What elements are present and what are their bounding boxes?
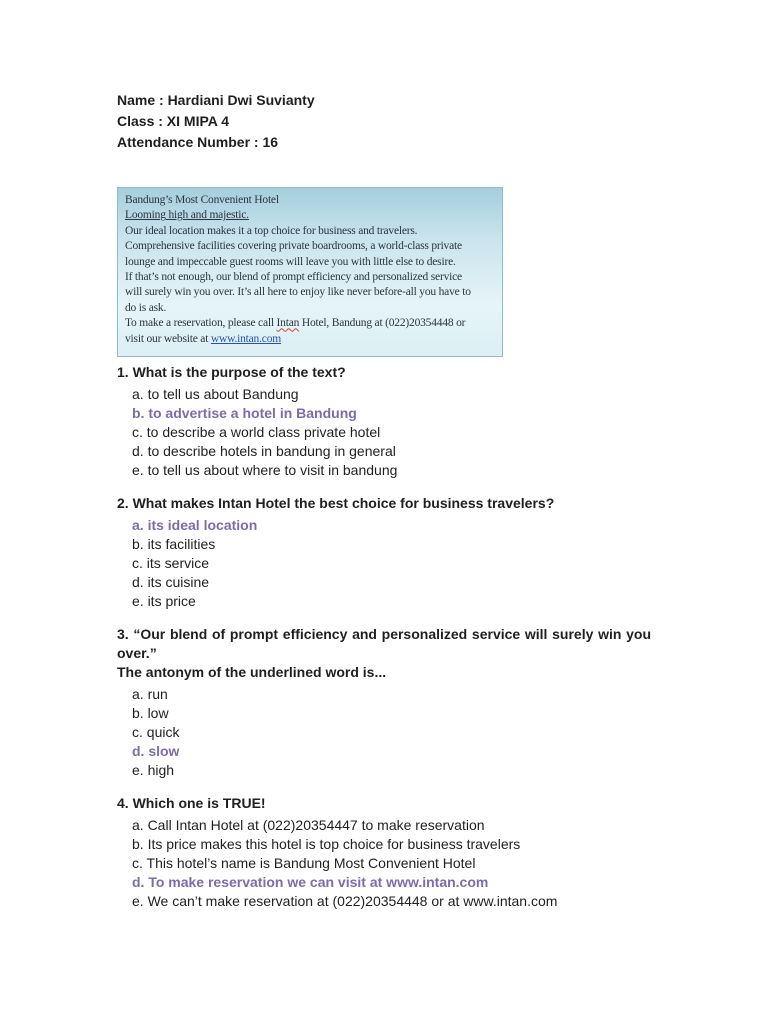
question-1-option-b-answer: b. to advertise a hotel in Bandung: [132, 405, 357, 422]
question-4: [117, 794, 651, 911]
ad-website-line: [125, 332, 495, 347]
question-3-option-a: a. run: [132, 686, 168, 703]
ad-tagline: Looming high and majestic.: [125, 209, 249, 222]
question-3-option-e: e. high: [132, 762, 175, 779]
question-2-option-a-answer: a. its ideal location: [132, 517, 258, 534]
question-3-option-d-answer: d. slow: [132, 743, 180, 760]
question-3-stem-note: The antonym of the underlined word is...: [117, 664, 387, 681]
question-2: [117, 494, 651, 611]
website-link[interactable]: www.intan.com: [210, 332, 281, 345]
ad-body-line: do is ask.: [125, 301, 167, 314]
question-list: [117, 363, 651, 911]
question-1-option-e: e. to tell us about where to visit in bandung: [132, 462, 398, 479]
ad-body-line: Our ideal location makes it a top choice for business and travelers.: [125, 224, 418, 237]
ad-body-line: Comprehensive facilities covering private boardrooms, a world-class private: [125, 240, 462, 253]
ad-body-line: lounge and impeccable guest rooms will leave you with little else to desire.: [125, 255, 456, 268]
student-header: [117, 90, 651, 153]
question-4-option-c: c. This hotel’s name is Bandung Most Convenient Hotel: [132, 855, 476, 872]
document-content: [117, 90, 651, 911]
hotel-advertisement-box: [117, 187, 503, 357]
ad-body-line: If that’s not enough, our blend of prompt efficiency and personalized service: [125, 271, 462, 284]
question-1-stem: 1. What is the purpose of the text?: [117, 364, 346, 381]
question-2-option-c: c. its service: [132, 555, 210, 572]
question-2-option-e: e. its price: [132, 593, 196, 610]
ad-title: Bandung’s Most Convenient Hotel: [125, 194, 279, 206]
question-2-option-b: b. its facilities: [132, 536, 216, 553]
ad-reservation-text: To make a reservation, please call: [125, 317, 277, 330]
ad-reservation-line: [125, 316, 495, 331]
ad-website-text: visit our website at: [125, 332, 211, 345]
question-1-option-c: c. to describe a world class private hotel: [132, 424, 381, 441]
question-4-option-e: e. We can’t make reservation at (022)20354448 or at www.intan.com: [132, 893, 558, 910]
question-1: [117, 363, 651, 480]
question-4-option-a: a. Call Intan Hotel at (022)20354447 to make reservation: [132, 817, 485, 834]
ad-reservation-text: Hotel, Bandung at (022)20354448 or: [299, 317, 466, 330]
student-class: Class : XI MIPA 4: [117, 113, 230, 129]
student-attendance-number: Attendance Number : 16: [117, 134, 279, 150]
student-name: Name : Hardiani Dwi Suvianty: [117, 92, 315, 108]
question-2-option-d: d. its cuisine: [132, 574, 210, 591]
question-4-option-b: b. Its price makes this hotel is top choice for business travelers: [132, 836, 521, 853]
question-1-option-a: a. to tell us about Bandung: [132, 386, 299, 403]
ad-hotel-name-misspelled: Intan: [276, 317, 300, 330]
question-4-stem: 4. Which one is TRUE!: [117, 795, 266, 812]
ad-body-line: will surely win you over. It’s all here to enjoy like never before-all you have to: [125, 286, 471, 299]
question-1-option-d: d. to describe hotels in bandung in general: [132, 443, 396, 460]
question-3-stem: 3. “Our blend of prompt efficiency and personalized service will surely win you over.”: [117, 626, 651, 662]
question-3-option-b: b. low: [132, 705, 169, 722]
question-3: [117, 625, 651, 780]
question-3-option-c: c. quick: [132, 724, 180, 741]
question-2-stem: 2. What makes Intan Hotel the best choice for business travelers?: [117, 495, 555, 512]
question-4-option-d-answer: d. To make reservation we can visit at www.intan.com: [132, 874, 489, 891]
